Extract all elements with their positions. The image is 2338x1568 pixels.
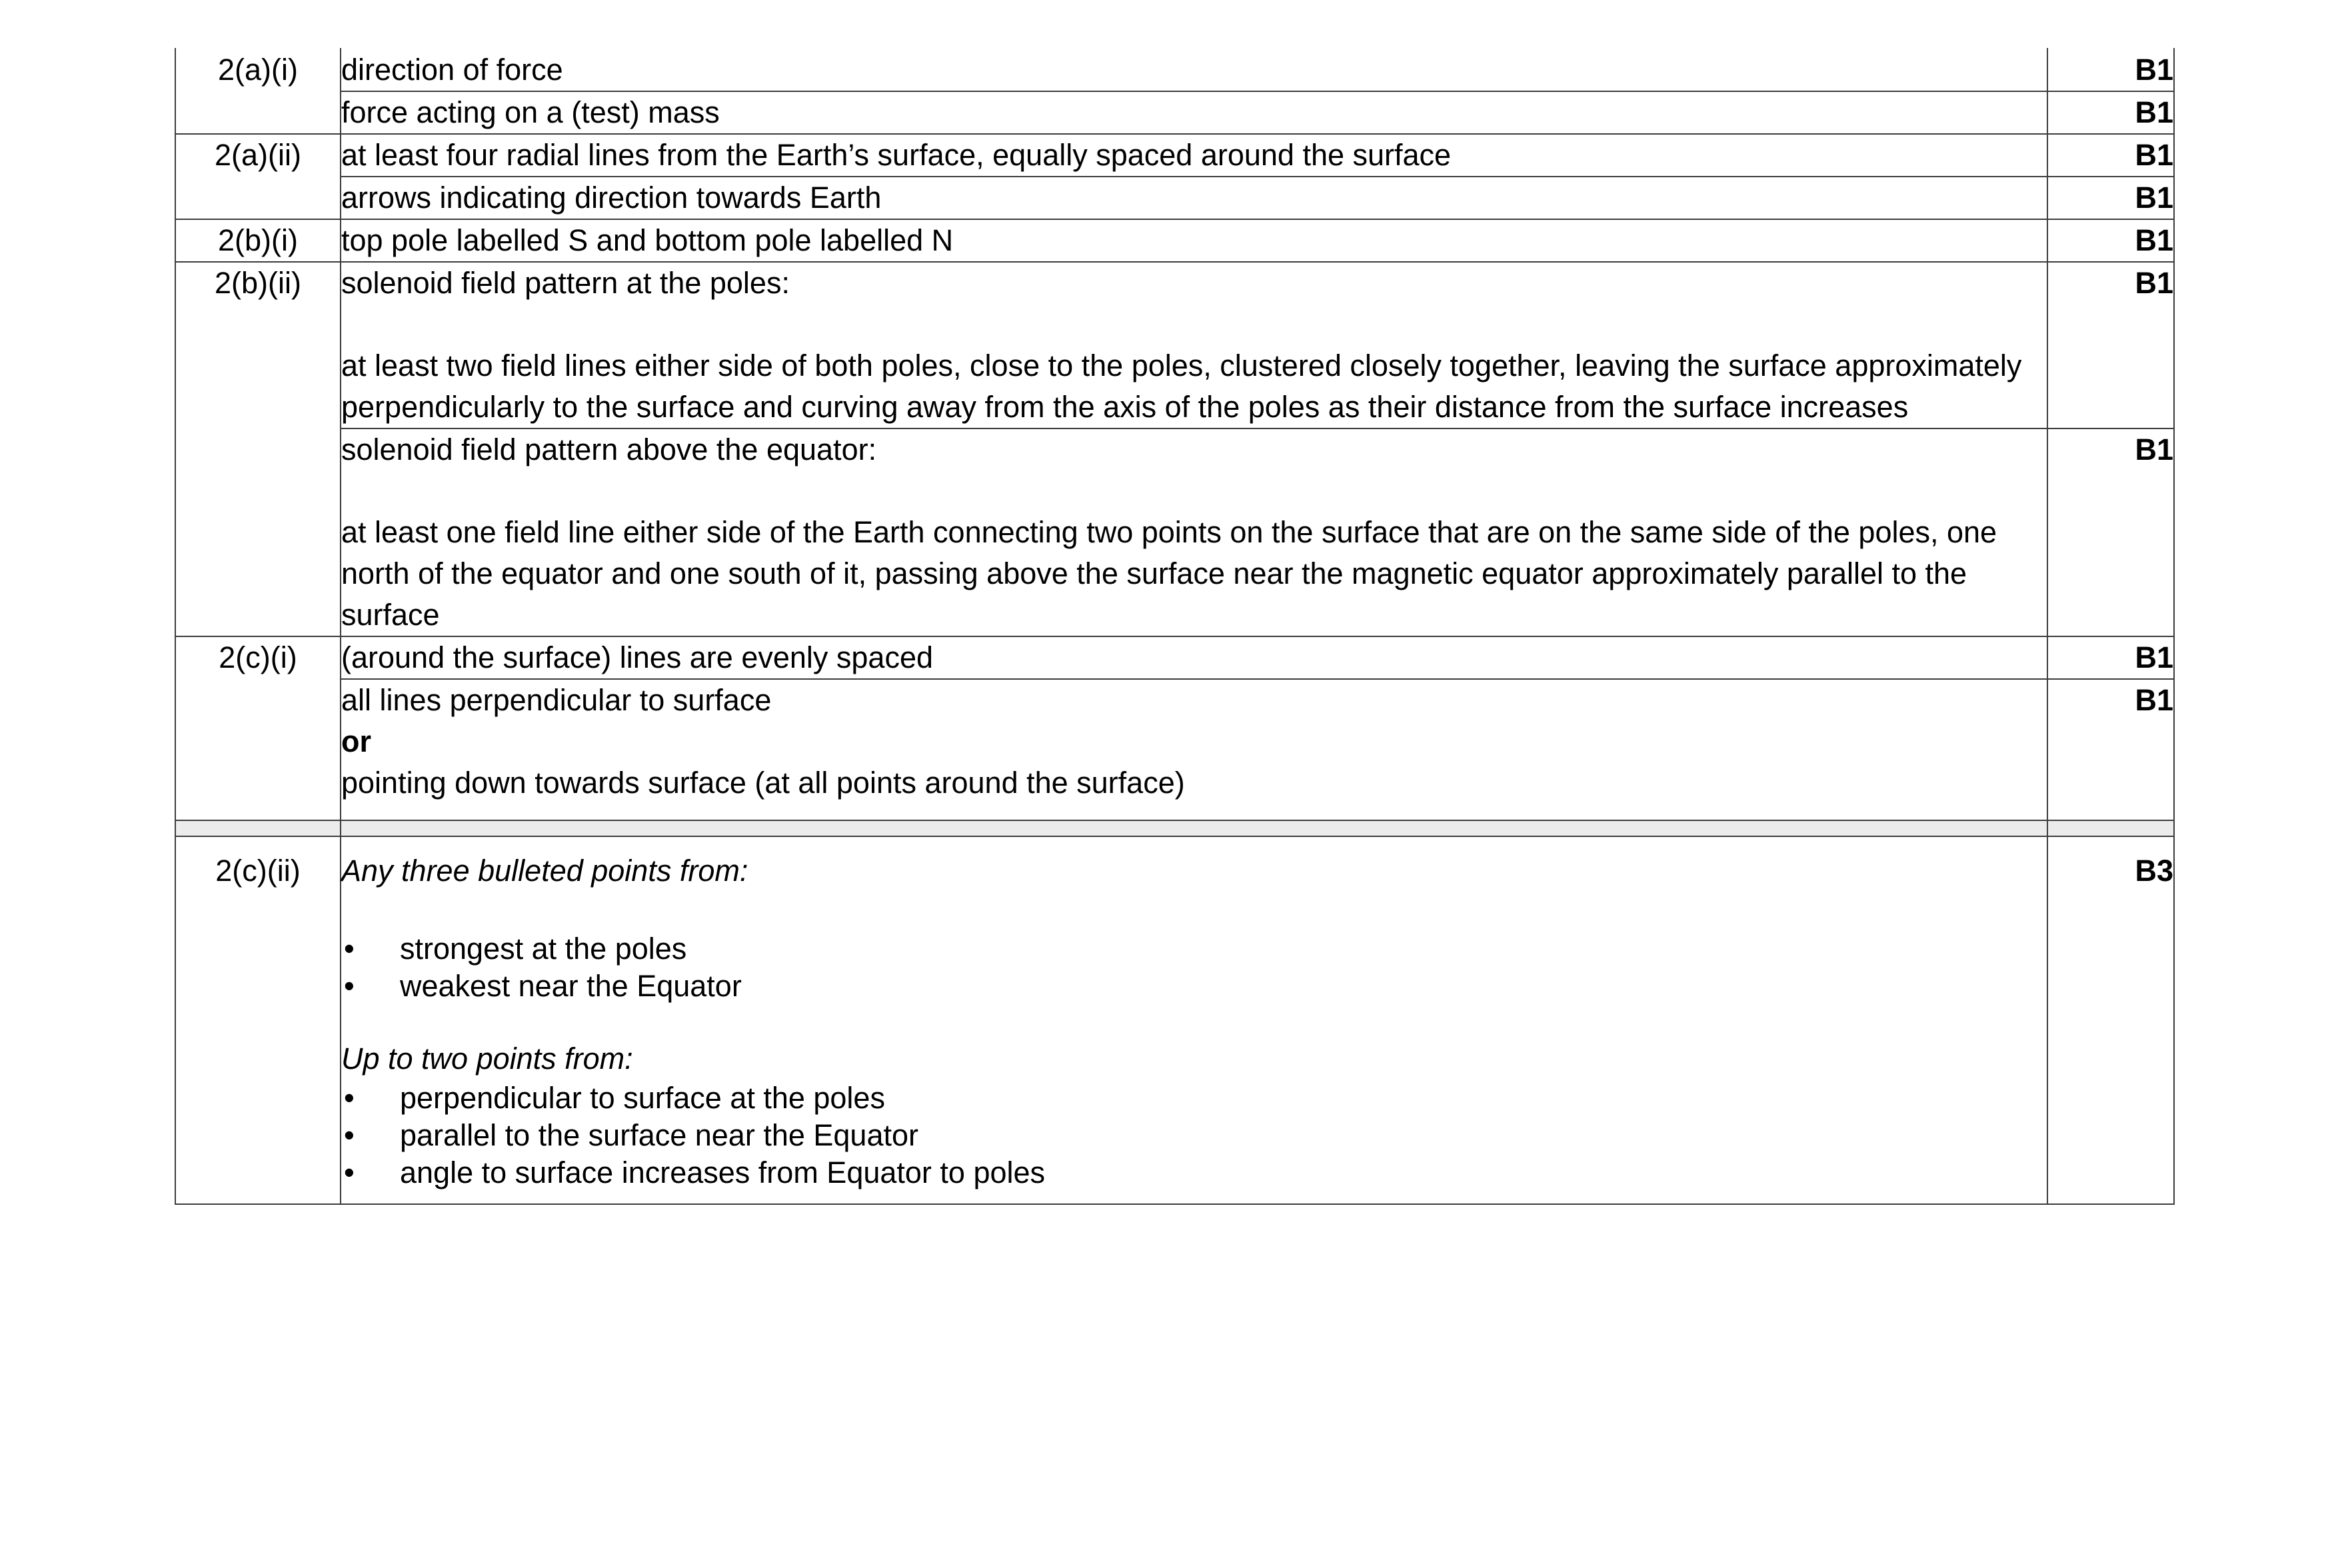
table-row [175,428,2174,636]
guidance-text: force acting on a (test) mass [341,95,720,129]
guidance-text: pointing down towards surface (at all points around the surface) [341,766,1185,800]
separator-cell [2047,820,2174,836]
mark-cell: B1 [2047,219,2174,262]
guidance-text: (around the surface) lines are evenly spaced [341,640,934,674]
mark-cell: B1 [2047,48,2174,91]
guidance-cell [341,219,2047,262]
list-item: • parallel to the surface near the Equator [341,1117,2047,1154]
bullet-list [341,1080,2047,1191]
guidance-intro: Up to two points from: [341,1042,633,1076]
table-row [175,636,2174,679]
guidance-cell [341,679,2047,820]
guidance-text: at least four radial lines from the Earth’s surface, equally spaced around the surface [341,138,1452,172]
guidance-cell [341,48,2047,91]
table-row [175,134,2174,177]
list-item: • weakest near the Equator [341,968,2047,1005]
question-number: 2(c)(i) [175,636,341,820]
separator-cell [341,820,2047,836]
table-row [175,836,2174,1204]
table-row [175,48,2174,91]
guidance-cell [341,836,2047,1204]
question-number: 2(c)(ii) [175,836,341,1204]
question-number: 2(b)(i) [175,219,341,262]
guidance-text: at least two field lines either side of both poles, close to the poles, clustered closely together, leaving the surface approximately perpendicularly to the surface and curving away from the axis of the poles as their distance from the surface increases [341,349,2022,424]
list-item: • strongest at the poles [341,930,2047,968]
guidance-cell [341,262,2047,428]
guidance-cell [341,428,2047,636]
mark-cell: B1 [2047,636,2174,679]
table-row [175,91,2174,134]
question-number: 2(a)(ii) [175,134,341,219]
guidance-cell [341,177,2047,219]
table-row [175,177,2174,219]
guidance-text: arrows indicating direction towards Earth [341,181,882,215]
or-connector: or [341,724,371,758]
mark-scheme-table [175,48,2175,1205]
mark-cell: B1 [2047,134,2174,177]
separator-cell [175,820,341,836]
guidance-text: all lines perpendicular to surface [341,683,772,717]
guidance-cell [341,636,2047,679]
mark-cell: B1 [2047,428,2174,636]
bullet-list [341,930,2047,1005]
separator-row [175,820,2174,836]
table-row [175,219,2174,262]
mark-cell: B1 [2047,91,2174,134]
guidance-text: at least one field line either side of the Earth connecting two points on the surface that are on the same side of the poles, one north of the equator and one south of it, passing above the surface near the magnetic equator approximately parallel to the surface [341,515,1997,632]
list-item: • angle to surface increases from Equator to poles [341,1154,2047,1191]
mark-cell: B1 [2047,262,2174,428]
mark-cell: B3 [2047,836,2174,1204]
list-item: • perpendicular to surface at the poles [341,1080,2047,1117]
guidance-heading: solenoid field pattern at the poles: [341,266,790,300]
table-row [175,679,2174,820]
mark-cell: B1 [2047,679,2174,820]
guidance-heading: solenoid field pattern above the equator: [341,432,877,466]
question-number: 2(a)(i) [175,48,341,134]
guidance-text: direction of force [341,53,563,87]
guidance-cell [341,134,2047,177]
guidance-cell [341,91,2047,134]
mark-cell: B1 [2047,177,2174,219]
guidance-intro: Any three bulleted points from: [341,854,748,888]
question-number: 2(b)(ii) [175,262,341,636]
guidance-text: top pole labelled S and bottom pole labelled N [341,223,954,257]
table-row [175,262,2174,428]
